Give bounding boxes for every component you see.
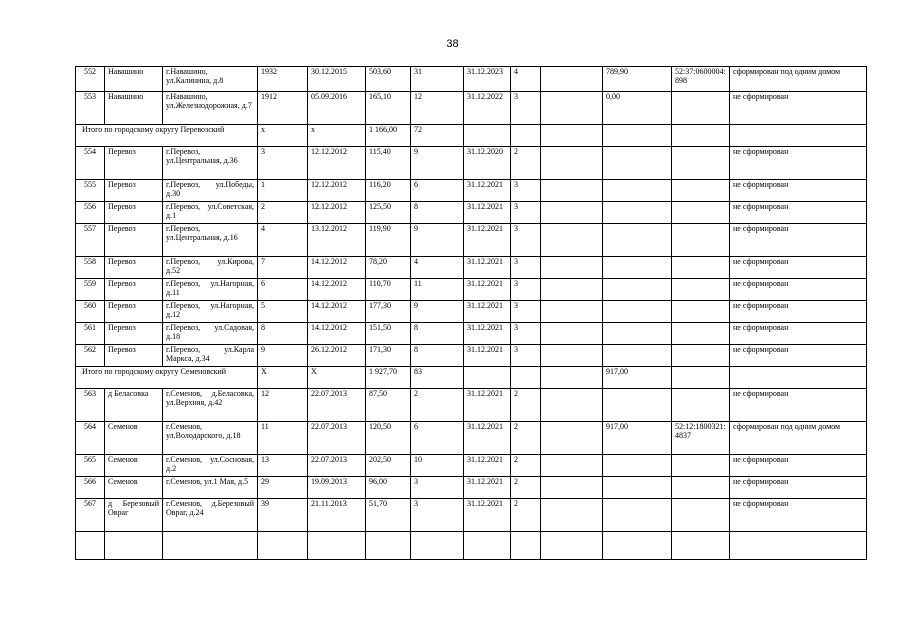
table-cell	[672, 301, 730, 323]
table-cell: 14.12.2012	[308, 323, 366, 345]
table-cell	[603, 125, 672, 147]
table-cell	[672, 455, 730, 477]
table-cell: г.Перевоз, ул.Нагорная, д.11	[163, 279, 258, 301]
table-cell: 31.12.2020	[464, 147, 511, 180]
table-cell: г.Перевоз, ул.Карла Маркса, д.34	[163, 345, 258, 367]
table-cell: 13.12.2012	[308, 224, 366, 257]
table-cell	[603, 301, 672, 323]
table-cell	[105, 532, 163, 560]
table-cell: 564	[76, 422, 105, 455]
table-cell: 8	[258, 323, 308, 345]
table-cell: Перевоз	[105, 257, 163, 279]
table-cell	[464, 367, 511, 389]
table-row	[76, 202, 867, 224]
table-cell: г.Семенов, ул.1 Мая, д.5	[163, 477, 258, 499]
table-cell: 917,00	[603, 367, 672, 389]
table-cell: 0,00	[603, 92, 672, 125]
table-cell: 115,40	[366, 147, 411, 180]
table-cell: 171,30	[366, 345, 411, 367]
table-cell: 8	[411, 202, 464, 224]
table-cell: 96,00	[366, 477, 411, 499]
table-cell	[672, 147, 730, 180]
table-cell: 12.12.2012	[308, 180, 366, 202]
table-cell: Семенов	[105, 455, 163, 477]
table-cell: 4	[511, 67, 541, 92]
table-cell: 52:37:0600004:898	[672, 67, 730, 92]
table-cell: 31.12.2021	[464, 389, 511, 422]
table-cell: 561	[76, 323, 105, 345]
table-cell: 9	[411, 301, 464, 323]
table-cell	[258, 532, 308, 560]
table-cell: 151,50	[366, 323, 411, 345]
table-cell: 51,70	[366, 499, 411, 532]
table-cell: 557	[76, 224, 105, 257]
table-cell	[163, 532, 258, 560]
table-cell: 1932	[258, 67, 308, 92]
table-cell	[541, 67, 603, 92]
table-cell	[76, 532, 105, 560]
table-cell: 31.12.2021	[464, 257, 511, 279]
table-cell: 31.12.2022	[464, 92, 511, 125]
table-cell: не сформирован	[730, 301, 867, 323]
table-cell: 83	[411, 367, 464, 389]
table-cell	[730, 532, 867, 560]
table-cell	[672, 125, 730, 147]
table-cell: 8	[411, 323, 464, 345]
table-cell: сформирован под одним домом	[730, 67, 867, 92]
table-cell	[541, 180, 603, 202]
table-cell	[672, 499, 730, 532]
table-cell: не сформирован	[730, 257, 867, 279]
table-cell: 119,90	[366, 224, 411, 257]
table-cell: 1912	[258, 92, 308, 125]
table-cell: 559	[76, 279, 105, 301]
table-cell	[672, 202, 730, 224]
table-cell: 177,30	[366, 301, 411, 323]
table-cell	[541, 345, 603, 367]
table-cell	[672, 180, 730, 202]
table-cell: 2	[511, 499, 541, 532]
table-cell: 565	[76, 455, 105, 477]
table-cell: д Беласовка	[105, 389, 163, 422]
table-row	[76, 455, 867, 477]
table-cell: 31.12.2021	[464, 345, 511, 367]
table-cell: 566	[76, 477, 105, 499]
table-cell	[730, 367, 867, 389]
table-cell: г.Перевоз, ул.Садовая, д.18	[163, 323, 258, 345]
table-cell	[730, 125, 867, 147]
table-cell: г.Навашино, ул.Калинина, д.8	[163, 67, 258, 92]
table-cell: 12.12.2012	[308, 202, 366, 224]
table-cell: 3	[511, 257, 541, 279]
table-cell	[603, 455, 672, 477]
table-cell: 3	[511, 301, 541, 323]
table-cell	[672, 224, 730, 257]
table-cell: 31.12.2021	[464, 301, 511, 323]
table-cell: г.Перевоз, ул.Советская, д.1	[163, 202, 258, 224]
table-cell	[672, 477, 730, 499]
table-cell	[541, 92, 603, 125]
table-cell	[603, 345, 672, 367]
table-cell: 14.12.2012	[308, 257, 366, 279]
table-cell	[672, 279, 730, 301]
table-cell	[672, 257, 730, 279]
table-cell: 558	[76, 257, 105, 279]
table-cell: г.Семенов, д.Березовый Овраг, д.24	[163, 499, 258, 532]
table-cell: не сформирован	[730, 345, 867, 367]
table-cell: 3	[411, 499, 464, 532]
table-cell: 563	[76, 389, 105, 422]
table-cell: 2	[411, 389, 464, 422]
table-cell: Перевоз	[105, 279, 163, 301]
table-cell: Навашино	[105, 92, 163, 125]
table-cell: 562	[76, 345, 105, 367]
table-cell: Семенов	[105, 477, 163, 499]
table-cell: 9	[258, 345, 308, 367]
table-row	[76, 345, 867, 367]
table-cell: г.Семенов, д.Беласовка, ул.Верхняя, д.42	[163, 389, 258, 422]
table-cell	[411, 532, 464, 560]
table-cell: не сформирован	[730, 147, 867, 180]
table-cell	[603, 224, 672, 257]
table-cell: Семенов	[105, 422, 163, 455]
table-cell	[603, 499, 672, 532]
table-cell	[511, 367, 541, 389]
table-cell	[541, 367, 603, 389]
table-cell: 165,10	[366, 92, 411, 125]
table-body	[76, 67, 867, 560]
table-cell: 1	[258, 180, 308, 202]
table-cell: 3	[511, 202, 541, 224]
table-cell	[511, 125, 541, 147]
table-cell: сформирован под одним домом	[730, 422, 867, 455]
table-cell: Перевоз	[105, 224, 163, 257]
table-cell	[603, 279, 672, 301]
table-row	[76, 147, 867, 180]
table-cell	[541, 422, 603, 455]
table-cell: 12.12.2012	[308, 147, 366, 180]
table-cell	[541, 224, 603, 257]
table-cell: 10	[411, 455, 464, 477]
table-cell	[541, 323, 603, 345]
table-cell: 14.12.2012	[308, 279, 366, 301]
table-cell: 31.12.2021	[464, 279, 511, 301]
table-cell: 11	[411, 279, 464, 301]
table-cell	[541, 477, 603, 499]
table-row	[76, 92, 867, 125]
table-cell: не сформирован	[730, 389, 867, 422]
table-cell	[541, 257, 603, 279]
table-cell: не сформирован	[730, 455, 867, 477]
table-cell	[541, 147, 603, 180]
table-cell: 6	[411, 180, 464, 202]
table-cell: 202,50	[366, 455, 411, 477]
table-cell	[464, 125, 511, 147]
table-cell	[464, 532, 511, 560]
table-cell: 4	[258, 224, 308, 257]
table-cell: 31.12.2021	[464, 323, 511, 345]
table-row	[76, 67, 867, 92]
table-cell: 31.12.2021	[464, 455, 511, 477]
table-cell: 8	[411, 345, 464, 367]
table-row	[76, 389, 867, 422]
table-cell: не сформирован	[730, 92, 867, 125]
table-cell: 31	[411, 67, 464, 92]
table-cell: 22.07.2013	[308, 422, 366, 455]
table-cell: 554	[76, 147, 105, 180]
table-row	[76, 279, 867, 301]
table-cell	[541, 455, 603, 477]
table-cell: г.Семенов, ул.Сосновая, д.2	[163, 455, 258, 477]
table-cell	[541, 202, 603, 224]
table-row	[76, 301, 867, 323]
table-cell	[541, 279, 603, 301]
table-cell: 2	[511, 477, 541, 499]
table-cell: 2	[511, 422, 541, 455]
table-cell: 11	[258, 422, 308, 455]
table-cell: 4	[411, 257, 464, 279]
table-cell: 2	[258, 202, 308, 224]
table-cell: г.Перевоз, ул.Центральная, д.36	[163, 147, 258, 180]
table-cell: х	[308, 125, 366, 147]
table-cell: 52:12:1800321:4837	[672, 422, 730, 455]
table-cell: 31.12.2021	[464, 180, 511, 202]
table-cell	[603, 180, 672, 202]
table-cell: не сформирован	[730, 180, 867, 202]
table-cell	[308, 532, 366, 560]
table-cell	[672, 92, 730, 125]
table-cell	[603, 477, 672, 499]
table-cell: 31.12.2021	[464, 224, 511, 257]
table-row	[76, 224, 867, 257]
table-cell: 3	[411, 477, 464, 499]
table-cell	[603, 147, 672, 180]
table-cell: 2	[511, 455, 541, 477]
table-cell: г.Перевоз, ул.Кирова, д.52	[163, 257, 258, 279]
table-cell	[541, 499, 603, 532]
table-cell: 72	[411, 125, 464, 147]
table-cell	[603, 257, 672, 279]
table-cell: Навашино	[105, 67, 163, 92]
table-cell: Х	[308, 367, 366, 389]
table-cell: г.Перевоз, ул.Центральная, д.16	[163, 224, 258, 257]
table-cell	[672, 532, 730, 560]
table-cell: не сформирован	[730, 279, 867, 301]
table-cell	[672, 389, 730, 422]
table-cell	[672, 367, 730, 389]
table-total-row	[76, 367, 867, 389]
table-row	[76, 499, 867, 532]
total-label-cell: Итого по городскому округу Семеновский	[76, 367, 258, 389]
table-cell	[603, 389, 672, 422]
table-cell: не сформирован	[730, 477, 867, 499]
table-cell: не сформирован	[730, 323, 867, 345]
table-cell: 3	[511, 224, 541, 257]
table-cell: 21.11.2013	[308, 499, 366, 532]
table-cell: 19.09.2013	[308, 477, 366, 499]
table-cell: 31.12.2021	[464, 202, 511, 224]
table-cell	[672, 345, 730, 367]
table-cell: 31.12.2021	[464, 499, 511, 532]
table-cell	[541, 532, 603, 560]
table-cell	[366, 532, 411, 560]
table-cell: г.Навашино, ул.Железнодорожная, д.7	[163, 92, 258, 125]
table-blank-row	[76, 532, 867, 560]
table-cell: Перевоз	[105, 301, 163, 323]
table-cell: 05.09.2016	[308, 92, 366, 125]
table-cell: 14.12.2012	[308, 301, 366, 323]
table-cell: не сформирован	[730, 224, 867, 257]
page-number: 38	[446, 38, 459, 50]
table-cell: 917,00	[603, 422, 672, 455]
table-total-row	[76, 125, 867, 147]
table-cell: 1 927,70	[366, 367, 411, 389]
table-cell: 87,50	[366, 389, 411, 422]
table-cell: 3	[511, 323, 541, 345]
table-cell	[511, 532, 541, 560]
table-cell: 116,20	[366, 180, 411, 202]
table-cell: Перевоз	[105, 147, 163, 180]
table-cell: 9	[411, 224, 464, 257]
table-cell: Перевоз	[105, 345, 163, 367]
table-cell	[603, 532, 672, 560]
total-label-cell: Итого по городскому округу Перевозский	[76, 125, 258, 147]
table-row	[76, 257, 867, 279]
table-cell: 26.12.2012	[308, 345, 366, 367]
table-cell: Х	[258, 367, 308, 389]
table-cell: Перевоз	[105, 180, 163, 202]
table-cell: г.Семенов, ул.Володарского, д.18	[163, 422, 258, 455]
table-cell: 39	[258, 499, 308, 532]
table-cell: г.Перевоз, ул.Нагорная, д.12	[163, 301, 258, 323]
table-row	[76, 477, 867, 499]
table-cell	[541, 125, 603, 147]
table-cell: Перевоз	[105, 323, 163, 345]
table-cell: 31.12.2021	[464, 422, 511, 455]
table-cell: 789,90	[603, 67, 672, 92]
table-cell: не сформирован	[730, 202, 867, 224]
table-cell: 556	[76, 202, 105, 224]
table-cell: 1 166,00	[366, 125, 411, 147]
table-cell: Перевоз	[105, 202, 163, 224]
table-cell: 2	[511, 147, 541, 180]
table-cell	[672, 323, 730, 345]
table-row	[76, 180, 867, 202]
table-cell: 31.12.2021	[464, 477, 511, 499]
table-cell: не сформирован	[730, 499, 867, 532]
table-cell: 553	[76, 92, 105, 125]
table-cell: 3	[511, 180, 541, 202]
table-cell: 22.07.2013	[308, 455, 366, 477]
table-cell: 6	[411, 422, 464, 455]
table-cell: 12	[258, 389, 308, 422]
table-cell: 120,50	[366, 422, 411, 455]
table-cell: 560	[76, 301, 105, 323]
housing-register-table	[75, 66, 867, 560]
table-cell: 2	[511, 389, 541, 422]
table-cell: 3	[511, 92, 541, 125]
table-cell: д Березовый Овраг	[105, 499, 163, 532]
table-cell: 31.12.2023	[464, 67, 511, 92]
table-cell	[603, 202, 672, 224]
table-cell: 9	[411, 147, 464, 180]
table-cell: 3	[258, 147, 308, 180]
table-cell: 5	[258, 301, 308, 323]
table-cell: 552	[76, 67, 105, 92]
table-cell	[541, 389, 603, 422]
table-cell: 22.07.2013	[308, 389, 366, 422]
table-cell: 567	[76, 499, 105, 532]
table-cell: 3	[511, 279, 541, 301]
table-cell: 29	[258, 477, 308, 499]
table-cell: 7	[258, 257, 308, 279]
table-cell: 3	[511, 345, 541, 367]
table-cell: 30.12.2015	[308, 67, 366, 92]
table-cell	[541, 301, 603, 323]
table-cell: х	[258, 125, 308, 147]
table-cell: 12	[411, 92, 464, 125]
table-cell: 78,20	[366, 257, 411, 279]
table-cell	[603, 323, 672, 345]
table-cell: 555	[76, 180, 105, 202]
table-cell: г.Перевоз, ул.Победы, д.30	[163, 180, 258, 202]
table-row	[76, 323, 867, 345]
table-cell: 13	[258, 455, 308, 477]
table-cell: 503,60	[366, 67, 411, 92]
table-cell: 6	[258, 279, 308, 301]
table-row	[76, 422, 867, 455]
table-cell: 125,50	[366, 202, 411, 224]
table-cell: 110,70	[366, 279, 411, 301]
